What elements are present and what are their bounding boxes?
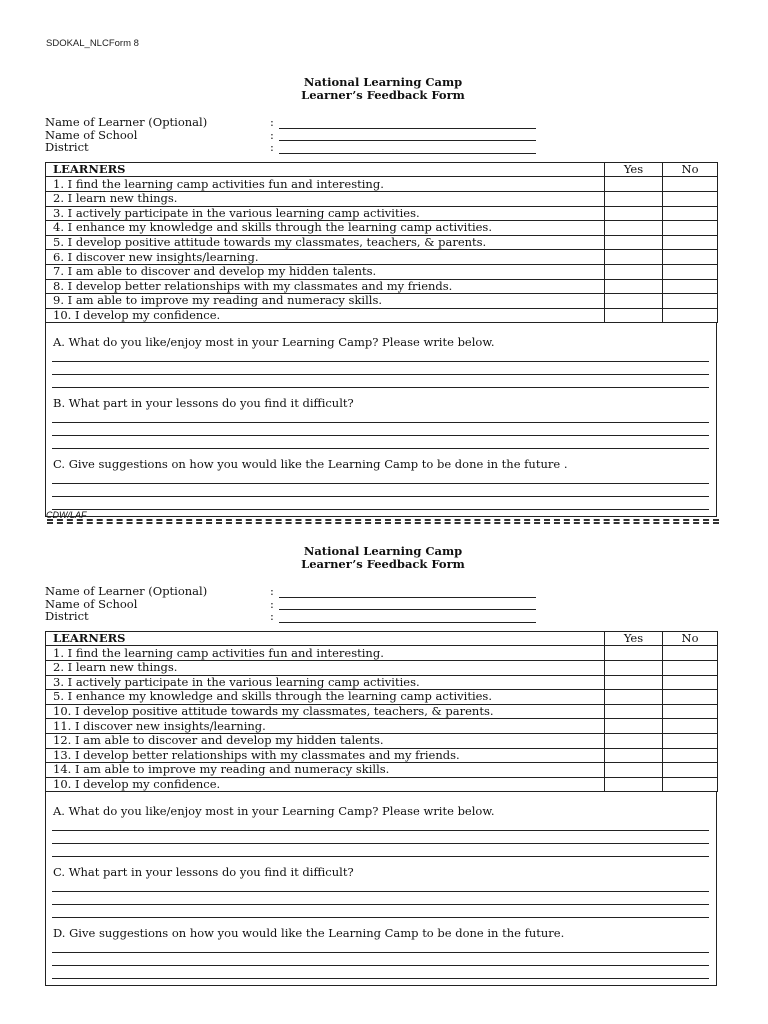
table-row	[46, 264, 718, 279]
table-row	[46, 279, 718, 294]
open-questions-box	[45, 323, 717, 517]
learner-info-fields	[45, 585, 717, 623]
colon: :	[270, 584, 274, 598]
no-cell[interactable]	[663, 279, 718, 294]
table-row	[46, 294, 718, 309]
answer-line[interactable]	[52, 471, 709, 484]
no-cell[interactable]	[663, 191, 718, 206]
answer-line[interactable]	[52, 905, 709, 918]
statement: 2. I learn new things.	[46, 660, 605, 675]
district-row	[45, 141, 717, 154]
yes-cell[interactable]	[605, 719, 663, 734]
question-c-block	[46, 457, 716, 510]
statement: 13. I develop better relationships with my classmates and my friends.	[46, 748, 605, 763]
statement: 12. I am able to discover and develop my hidden talents.	[46, 733, 605, 748]
district-label: District	[45, 140, 89, 155]
statement: 9. I am able to improve my reading and numeracy skills.	[46, 294, 605, 309]
no-cell[interactable]	[663, 294, 718, 309]
table-row	[46, 733, 718, 748]
table-row	[46, 675, 718, 690]
colon: :	[270, 596, 274, 611]
statement: 2. I learn new things.	[46, 191, 605, 206]
table-row	[46, 660, 718, 675]
yes-cell[interactable]	[605, 690, 663, 705]
answer-line[interactable]	[52, 436, 709, 449]
school-row	[45, 129, 717, 142]
no-cell[interactable]	[663, 206, 718, 221]
statement: 8. I develop better relationships with my classmates and my friends.	[46, 279, 605, 294]
statement: 10. I develop my confidence.	[46, 308, 605, 323]
yes-cell[interactable]	[605, 675, 663, 690]
district-row	[45, 610, 717, 623]
school-row	[45, 598, 717, 611]
school-blank[interactable]	[279, 600, 536, 610]
statement: 10. I develop positive attitude towards my classmates, teachers, & parents.	[46, 704, 605, 719]
yes-cell[interactable]	[605, 308, 663, 323]
no-cell[interactable]	[663, 264, 718, 279]
answer-line[interactable]	[52, 892, 709, 905]
no-cell[interactable]	[663, 235, 718, 250]
question-a-block	[46, 804, 716, 857]
table-row	[46, 250, 718, 265]
table-header-row	[46, 631, 718, 646]
table-row	[46, 191, 718, 206]
statement: 5. I develop positive attitude towards my classmates, teachers, & parents.	[46, 235, 605, 250]
yes-cell[interactable]	[605, 221, 663, 236]
question-a-block	[46, 335, 716, 388]
feedback-form-1	[45, 76, 717, 517]
table-row	[46, 206, 718, 221]
yes-header: Yes	[605, 162, 663, 177]
no-cell[interactable]	[663, 763, 718, 778]
question-d: D. Give suggestions on how you would like the Learning Camp to be done in the future.	[53, 926, 565, 941]
table-row	[46, 646, 718, 661]
learners-checklist-table	[45, 631, 718, 793]
table-row	[46, 763, 718, 778]
no-cell[interactable]	[663, 250, 718, 265]
no-cell[interactable]	[663, 690, 718, 705]
district-blank[interactable]	[279, 613, 536, 623]
yes-cell[interactable]	[605, 777, 663, 792]
table-row	[46, 308, 718, 323]
yes-cell[interactable]	[605, 763, 663, 778]
cut-separator	[47, 519, 719, 524]
question-a: A. What do you like/enjoy most in your Learning Camp? Please write below.	[53, 335, 495, 350]
no-cell[interactable]	[663, 777, 718, 792]
statement: 3. I actively participate in the various learning camp activities.	[46, 675, 605, 690]
learner-info-fields	[45, 116, 717, 154]
learner-name-blank[interactable]	[279, 119, 536, 129]
table-row	[46, 690, 718, 705]
statement: 7. I am able to discover and develop my hidden talents.	[46, 264, 605, 279]
learner-name-row	[45, 116, 717, 129]
form-subtitle: Learner’s Feedback Form	[301, 557, 465, 571]
footer-code: CDW/LAF	[46, 510, 87, 520]
answer-line[interactable]	[52, 879, 709, 892]
learner-name-label: Name of Learner (Optional)	[45, 584, 208, 598]
no-cell[interactable]	[663, 177, 718, 192]
answer-line[interactable]	[52, 966, 709, 979]
no-cell[interactable]	[663, 719, 718, 734]
form-title: National Learning Camp	[303, 544, 463, 558]
yes-cell[interactable]	[605, 748, 663, 763]
question-c: C. What part in your lessons do you find it difficult?	[53, 865, 354, 880]
no-cell[interactable]	[663, 660, 718, 675]
yes-cell[interactable]	[605, 191, 663, 206]
yes-cell[interactable]	[605, 206, 663, 221]
statement: 3. I actively participate in the various learning camp activities.	[46, 206, 605, 221]
no-cell[interactable]	[663, 733, 718, 748]
statement: 6. I discover new insights/learning.	[46, 250, 605, 265]
learner-name-label: Name of Learner (Optional)	[45, 115, 208, 129]
yes-cell[interactable]	[605, 294, 663, 309]
yes-cell[interactable]	[605, 704, 663, 719]
answer-line[interactable]	[52, 423, 709, 436]
statement: 1. I find the learning camp activities fun and interesting.	[46, 646, 605, 661]
no-cell[interactable]	[663, 646, 718, 661]
feedback-form-2	[45, 545, 717, 986]
no-cell[interactable]	[663, 308, 718, 323]
question-b-block	[46, 396, 716, 449]
district-blank[interactable]	[279, 144, 536, 154]
form-title: National Learning Camp	[303, 75, 463, 89]
no-cell[interactable]	[663, 748, 718, 763]
school-blank[interactable]	[279, 131, 536, 141]
no-cell[interactable]	[663, 221, 718, 236]
colon: :	[270, 140, 274, 155]
answer-line[interactable]	[52, 953, 709, 966]
table-row	[46, 719, 718, 734]
question-c-block	[46, 865, 716, 918]
yes-cell[interactable]	[605, 660, 663, 675]
answer-line[interactable]	[52, 940, 709, 953]
statement: 1. I find the learning camp activities fun and interesting.	[46, 177, 605, 192]
yes-cell[interactable]	[605, 279, 663, 294]
yes-cell[interactable]	[605, 250, 663, 265]
table-row	[46, 777, 718, 792]
yes-header: Yes	[605, 631, 663, 646]
table-row	[46, 177, 718, 192]
question-c: C. Give suggestions on how you would like the Learning Camp to be done in the future .	[53, 457, 568, 472]
yes-cell[interactable]	[605, 733, 663, 748]
yes-cell[interactable]	[605, 264, 663, 279]
answer-line[interactable]	[52, 349, 709, 362]
district-label: District	[45, 609, 89, 624]
table-row	[46, 221, 718, 236]
form-subtitle: Learner’s Feedback Form	[301, 88, 465, 102]
colon: :	[270, 115, 274, 129]
table-row	[46, 235, 718, 250]
answer-line[interactable]	[52, 410, 709, 423]
learners-checklist-table	[45, 162, 718, 324]
question-a: A. What do you like/enjoy most in your Learning Camp? Please write below.	[53, 804, 495, 819]
answer-line[interactable]	[52, 362, 709, 375]
question-b: B. What part in your lessons do you find it difficult?	[53, 396, 354, 411]
answer-line[interactable]	[52, 497, 709, 510]
yes-cell[interactable]	[605, 646, 663, 661]
colon: :	[270, 609, 274, 624]
statement: 14. I am able to improve my reading and numeracy skills.	[46, 763, 605, 778]
answer-line[interactable]	[52, 818, 709, 831]
answer-line[interactable]	[52, 375, 709, 388]
open-questions-box	[45, 792, 717, 986]
table-row	[46, 704, 718, 719]
statement: 10. I develop my confidence.	[46, 777, 605, 792]
learners-header: LEARNERS	[46, 631, 605, 646]
statement: 11. I discover new insights/learning.	[46, 719, 605, 734]
colon: :	[270, 127, 274, 142]
form-code: SDOKAL_NLCForm 8	[46, 38, 139, 49]
statement: 4. I enhance my knowledge and skills through the learning camp activities.	[46, 221, 605, 236]
school-label: Name of School	[45, 596, 138, 611]
no-cell[interactable]	[663, 675, 718, 690]
table-row	[46, 748, 718, 763]
no-header: No	[663, 631, 718, 646]
learners-header: LEARNERS	[46, 162, 605, 177]
yes-cell[interactable]	[605, 177, 663, 192]
learner-name-blank[interactable]	[279, 588, 536, 598]
table-header-row	[46, 162, 718, 177]
answer-line[interactable]	[52, 844, 709, 857]
answer-line[interactable]	[52, 484, 709, 497]
statement: 5. I enhance my knowledge and skills through the learning camp activities.	[46, 690, 605, 705]
yes-cell[interactable]	[605, 235, 663, 250]
learner-name-row	[45, 585, 717, 598]
school-label: Name of School	[45, 127, 138, 142]
no-cell[interactable]	[663, 704, 718, 719]
no-header: No	[663, 162, 718, 177]
question-d-block	[46, 926, 716, 979]
answer-line[interactable]	[52, 831, 709, 844]
